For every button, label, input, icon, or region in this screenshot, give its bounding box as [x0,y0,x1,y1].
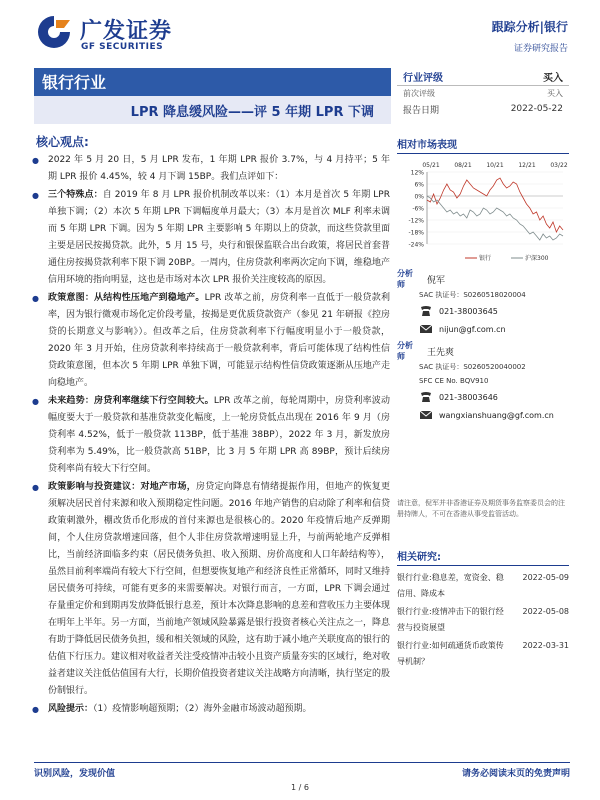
related-research-item[interactable] [397,604,569,636]
phone-icon [419,305,433,317]
x-tick-label: 12/21 [518,162,536,169]
email-icon [419,323,433,335]
related-research-date: 2022-05-09 [522,573,569,582]
bullet-icon: ● [32,156,39,165]
relative-performance-chart [397,152,569,268]
related-research-name[interactable]: 银行行业:如何疏通货币政策传导机制？ [397,641,504,666]
industry-title: 银行行业 [42,73,107,92]
analyst-2-ce: SFC CE No. BQV910 [419,377,489,385]
legend-label: 沪深300 [525,255,549,262]
report-type-header [492,18,568,54]
report-date-row [397,102,569,116]
core-paragraph [28,479,390,700]
paragraph-lead: 风险提示： [48,704,94,714]
analyst-2-email-row [397,406,569,424]
paragraph-lead: 未来趋势：房贷利率继续下行空间较大。 [48,396,214,406]
paragraph-text: 房贷定向降息有情绪提振作用，但地产的恢复更须解决居民首付来源和收入预期稳定性问题。2016 年地产销售的启动除了利率和信贷政策刺激外，棚改货币化形成的首付来源也是很核心的。2020 年疫情后地产反弹期间，个人住房贷款增速回落，但个人非住房贷款增速明显上升，与前两轮地产反弹相比，当前经济面临多约束（居民债务负担、收入预期、房价高度和人口年龄结构等），虽然目前利率端尚有较大下行空间，但想要恢复地产和经济良性正常循环，同时又维持居民债务可持续，可能有更多的来需要解决。对银行而言，一方面，LPR 下调会通过存量重定价和到期再发放降低银行息差，预计本次降息影响的息差和营收压力主要体现在明年上半年。另一方面，当前地产领域风险暴露是银行投资者核心关注点之一，降息有助于降低居民债务负担，缓和相关领域的风险，这有助于减小地产关联度高的银行的估值下行压力。建议相对收益者关注受疫情冲击较小且资产质量夯实的区域行，绝对收益者建议关注低估值国有大行，长期价值投资者建议关注战略方向清晰，执行坚定的股份制银行。 [48,482,391,696]
x-tick-label: 10/21 [486,162,504,169]
page-number: 1 / 6 [291,783,309,792]
y-tick-label: -12% [408,217,424,225]
paragraph-text: 2022 年 5 月 20 日，5 月 LPR 发布，1 年期 LPR 报价 3.7%，与 4 月持平；5 年期 LPR 报价 4.45%，较 4 月下调 15BP。我们点评如下： [48,155,390,182]
bullet-icon: ● [32,397,39,406]
report-date-label: 报告日期 [403,105,440,116]
report-category: 证券研究报告 [513,44,568,54]
x-tick-label: 03/22 [550,162,568,169]
y-tick-label: -24% [408,241,424,249]
analyst-1-email[interactable]: nijun@gf.com.cn [439,324,506,334]
core-paragraph [28,393,390,478]
footer-disclaimer-note: 请务必阅读末页的免责声明 [461,769,570,779]
footer-slogan: 识别风险，发现价值 [34,769,116,779]
analyst-2-phone-row [397,388,569,406]
series-line [427,178,563,232]
logo-chinese-name: 广发证券 [80,19,173,44]
rating-label: 行业评级 [403,73,443,84]
y-tick-label: 0% [414,193,424,201]
previous-rating-row [397,86,569,100]
related-research [397,548,569,670]
analyst-label: 分析师 [397,269,413,289]
rating-value: 买入 [543,73,563,84]
y-tick-label: -18% [408,229,424,237]
gf-securities-logo [34,12,173,56]
previous-rating-value: 买入 [547,88,563,98]
chart-svg [397,152,569,268]
core-views-body [28,152,390,719]
bullet-icon: ● [32,191,39,200]
related-research-date: 2022-05-08 [522,607,569,616]
paragraph-lead: 三个特殊点： [48,190,103,200]
core-paragraph [28,290,390,392]
analyst-1-row [397,270,569,288]
report-date-value: 2022-05-22 [510,104,563,114]
previous-rating-label: 前次评级 [403,88,435,98]
paragraph-lead: 政策影响与投资建议：对地产市场， [48,482,196,492]
analyst-2-sac: SAC 执证号：S0260520040002 [419,363,526,371]
series-line [427,196,563,240]
related-research-item[interactable] [397,570,569,602]
x-tick-label: 05/21 [422,162,440,169]
rating-box [397,68,569,116]
y-tick-label: -6% [412,205,424,213]
analyst-label: 分析师 [397,341,413,361]
paragraph-text: 自 2019 年 8 月 LPR 报价机制改革以来：（1）本月是首次 5 年期 LPR 单独下调；（2）本次 5 年期 LPR 下调幅度单月最大；（3）本月是首次 MLF 利率未调而 5 年期 LPR 下调。因为 5 年期 LPR 主要影响 5 年期以上的贷款，而这些贷款里面主要是居民按揭贷款。此外，5 月 15 号，央行和银保监联合出台政策，将居民首套普通住房按揭贷款利率下限下调 20BP。一周内，住房贷款利率两次定向下调，维稳地产信用环境的指向明显，这也是市场对本次 LPR 报价关注度较高的原因。 [48,190,390,285]
core-paragraph [28,152,390,186]
analyst-1-phone: 021-38003645 [439,306,498,316]
bullet-icon: ● [32,483,39,492]
gf-logo-icon [34,12,74,52]
analyst-1-sac: SAC 执证号：S0260518020004 [419,291,526,299]
analyst-disclaimer: 请注意，倪军并非香港证券及期货事务监察委员会的注册持牌人，不可在香港从事受监管活动。 [397,499,565,518]
analyst-2-row [397,342,569,360]
related-research-date: 2022-03-31 [522,641,569,650]
related-research-title: 相关研究: [397,548,569,566]
core-paragraph [28,187,390,289]
bullet-icon: ● [32,294,39,303]
footer-divider [34,762,570,763]
chart-title: 相对市场表现 [397,136,569,154]
paragraph-lead: 政策意图：从结构性压地产到稳地产。 [48,293,205,303]
paragraph-text: LPR 改革之前，每轮周期中，房贷利率波动幅度要大于一般贷款和基准贷款变化幅度，上一轮房贷低点出现在 2016 年 9 月（房贷利率 4.52%，低于一般贷款 113BP，低于基准 38BP），2022 年 3 月，新发放房贷利率为 5.49%，比一般贷款高 51BP，比 3 月 5 年期 LPR 高 89BP，预计后续房贷利率尚有较大下行空间。 [48,396,390,474]
y-tick-label: 12% [410,169,424,177]
logo-english-name: GF SECURITIES [81,42,164,52]
paragraph-text: （1）疫情影响超预期；（2）海外金融市场波动超预期。 [93,704,312,714]
email-icon [419,409,433,421]
core-views-title: 核心观点: [36,135,89,149]
analyst-1-phone-row [397,302,569,320]
analyst-2-name: 王先爽 [427,347,455,358]
legend-label: 银行 [479,255,492,262]
bullet-icon: ● [32,705,39,714]
related-research-name[interactable]: 银行行业:疫情冲击下的银行经营与投资展望 [397,607,504,632]
analyst-2-email[interactable]: wangxianshuang@gf.com.cn [439,410,554,420]
report-type: 跟踪分析|银行 [491,20,568,34]
report-subtitle: LPR 降息缓风险——评 5 年期 LPR 下调 [130,105,374,120]
y-tick-label: 6% [414,181,424,189]
phone-icon [419,391,433,403]
core-paragraph [28,701,390,718]
analyst-1-name: 倪军 [427,275,446,286]
x-tick-label: 08/21 [454,162,472,169]
analyst-1-email-row [397,320,569,338]
related-research-name[interactable]: 银行行业:稳息差，宽资金、稳信用、降成本 [397,573,504,598]
related-research-item[interactable] [397,638,569,670]
analyst-2-phone: 021-38003646 [439,392,498,402]
analyst-info [397,270,569,424]
rating-header [397,68,569,86]
paragraph-text: LPR 改革之前，房贷利率一直低于一般贷款利率，因为银行微观市场化定价段考量，按揭是更优质贷款资产（参见 21 年研报《控房贷的长期意义与影响》）。但改革之后，住房贷款利率下行幅度明显小于一般贷款，2020 年 3 月开始，住房贷款利率持续高于一般贷款利率，背后可能体现了结构性信贷政策意图，但本次 5 年期 LPR 单独下调，可能显示结构性信贷政策逐渐从压地产走向稳地产。 [48,293,390,388]
